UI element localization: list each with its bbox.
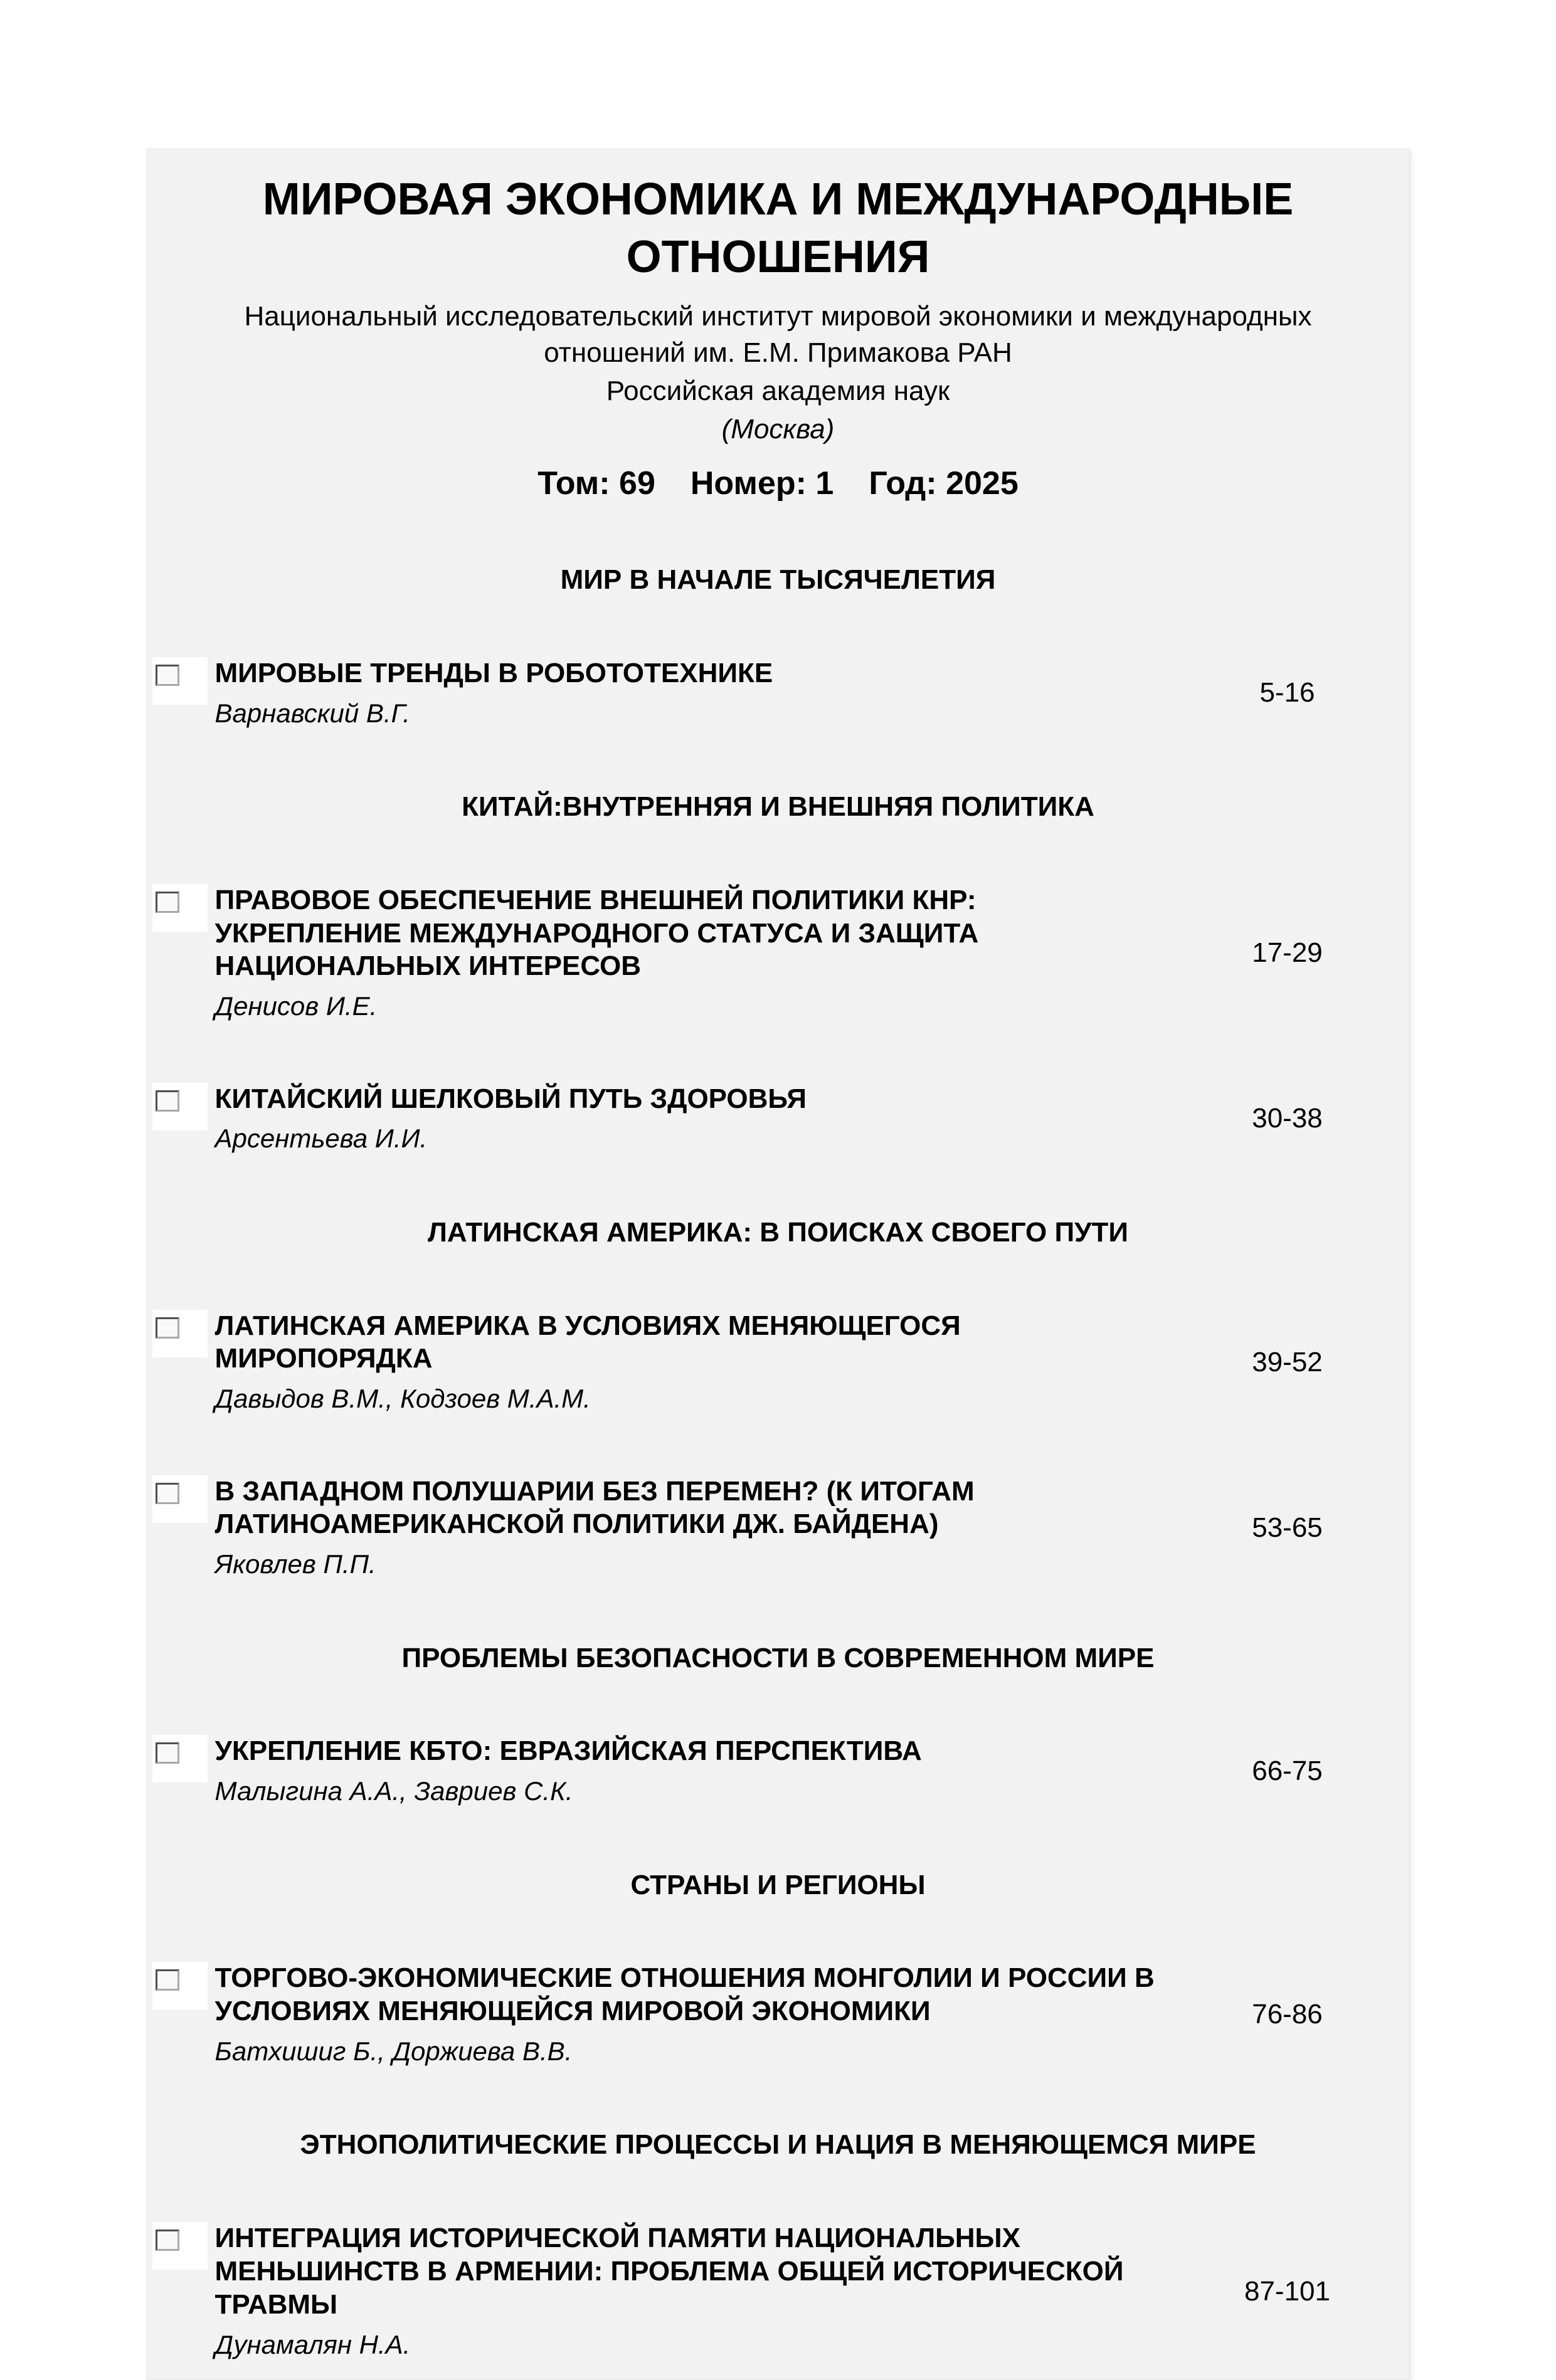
article-pages: 39-52 [1252, 1346, 1323, 1377]
article-pages: 76-86 [1252, 1999, 1323, 2030]
section-articles [152, 1735, 1404, 1807]
article-title[interactable]: В ЗАПАДНОМ ПОЛУШАРИИ БЕЗ ПЕРЕМЕН? (К ИТОГАМ ЛАТИНОАМЕРИКАНСКОЙ ПОЛИТИКИ ДЖ. БАЙДЕНА) [214, 1475, 975, 1540]
article-authors: Дунамалян Н.А. [214, 2329, 411, 2359]
article-main [215, 1475, 1156, 1581]
article-main [215, 1962, 1156, 2067]
checkbox-patch [152, 1735, 208, 1782]
toc-section [152, 2129, 1404, 2361]
section-articles [152, 1962, 1404, 2067]
article-checkbox-cell [152, 1962, 215, 2009]
article-title[interactable]: ИНТЕГРАЦИЯ ИСТОРИЧЕСКОЙ ПАМЯТИ НАЦИОНАЛЬНЫХ МЕНЬШИНСТВ В АРМЕНИИ: ПРОБЛЕМА ОБЩЕЙ ИСТОРИЧЕСКОЙ ТРАВМЫ [214, 2223, 1124, 2320]
article-checkbox-cell [152, 1475, 215, 1523]
article-title[interactable]: КИТАЙСКИЙ ШЕЛКОВЫЙ ПУТЬ ЗДОРОВЬЯ [214, 1083, 807, 1114]
issue-info [152, 465, 1404, 502]
article-checkbox-cell [152, 657, 215, 705]
article-authors: Варнавский В.Г. [214, 698, 410, 728]
checkbox-patch [152, 1310, 208, 1357]
table-of-contents [152, 564, 1404, 2361]
article-title[interactable]: УКРЕПЛЕНИЕ КБТО: ЕВРАЗИЙСКАЯ ПЕРСПЕКТИВА [214, 1735, 922, 1767]
section-header: МИР В НАЧАЛЕ ТЫСЯЧЕЛЕТИЯ [560, 564, 996, 596]
article-row [152, 1475, 1404, 1581]
checkbox-patch [152, 884, 208, 932]
checkbox-patch [152, 2222, 208, 2270]
article-main [215, 884, 1156, 1023]
article-checkbox[interactable] [156, 1483, 179, 1504]
section-articles [152, 1310, 1404, 1581]
checkbox-patch [152, 1962, 208, 2009]
year-label: Год: 2025 [869, 465, 1019, 502]
article-checkbox[interactable] [156, 1742, 179, 1764]
article-pages: 17-29 [1252, 937, 1323, 969]
article-checkbox[interactable] [156, 665, 179, 686]
article-authors: Батхишиг Б., Доржиева В.В. [214, 2036, 573, 2066]
article-authors: Яковлев П.П. [214, 1549, 376, 1579]
article-checkbox-cell [152, 1310, 215, 1357]
toc-section [152, 564, 1404, 729]
academy-name: Российская академия наук [606, 375, 950, 406]
city-label: (Москва) [721, 413, 835, 445]
article-checkbox[interactable] [156, 1969, 179, 1991]
section-header: КИТАЙ:ВНУТРЕННЯЯ И ВНЕШНЯЯ ПОЛИТИКА [462, 791, 1094, 823]
volume-label: Том: 69 [537, 465, 655, 502]
article-title[interactable]: ПРАВОВОЕ ОБЕСПЕЧЕНИЕ ВНЕШНЕЙ ПОЛИТИКИ КНР: УКРЕПЛЕНИЕ МЕЖДУНАРОДНОГО СТАТУСА И ЗАЩИТА НАЦИОНАЛЬНЫХ ИНТЕРЕСОВ [214, 884, 979, 982]
article-checkbox-cell [152, 884, 215, 932]
article-checkbox[interactable] [156, 1090, 179, 1112]
article-authors: Арсентьева И.И. [214, 1124, 428, 1154]
article-main [215, 2222, 1156, 2361]
article-row [152, 2222, 1404, 2361]
journal-title: МИРОВАЯ ЭКОНОМИКА И МЕЖДУНАРОДНЫЕ ОТНОШЕНИЯ [262, 174, 1294, 283]
article-pages: 30-38 [1252, 1103, 1323, 1134]
section-articles [152, 884, 1404, 1155]
toc-section [152, 1216, 1404, 1581]
article-checkbox[interactable] [156, 2230, 179, 2251]
article-authors: Денисов И.Е. [214, 991, 378, 1021]
article-checkbox-cell [152, 2222, 215, 2270]
article-title[interactable]: ЛАТИНСКАЯ АМЕРИКА В УСЛОВИЯХ МЕНЯЮЩЕГОСЯ МИРОПОРЯДКА [214, 1310, 961, 1374]
article-pages: 5-16 [1259, 677, 1315, 708]
article-checkbox[interactable] [156, 1317, 179, 1339]
article-title[interactable]: ТОРГОВО-ЭКОНОМИЧЕСКИЕ ОТНОШЕНИЯ МОНГОЛИИ И РОССИИ В УСЛОВИЯХ МЕНЯЮЩЕЙСЯ МИРОВОЙ ЭКОНОМИКИ [214, 1962, 1155, 2027]
checkbox-patch [152, 1083, 208, 1130]
article-checkbox-cell [152, 1083, 215, 1130]
article-checkbox-cell [152, 1735, 215, 1782]
article-pages: 53-65 [1252, 1512, 1323, 1543]
article-main [215, 657, 1156, 729]
toc-section [152, 791, 1404, 1155]
article-main [215, 1310, 1156, 1415]
journal-toc-card [147, 149, 1410, 2380]
article-row [152, 1735, 1404, 1807]
article-authors: Давыдов В.М., Кодзоев М.А.М. [214, 1384, 591, 1414]
article-checkbox[interactable] [156, 892, 179, 913]
checkbox-patch [152, 1475, 208, 1523]
number-label: Номер: 1 [690, 465, 834, 502]
article-row [152, 884, 1404, 1023]
article-row [152, 657, 1404, 729]
section-articles [152, 657, 1404, 729]
article-row [152, 1962, 1404, 2067]
section-header: ПРОБЛЕМЫ БЕЗОПАСНОСТИ В СОВРЕМЕННОМ МИРЕ [401, 1642, 1155, 1673]
section-header: ЭТНОПОЛИТИЧЕСКИЕ ПРОЦЕССЫ И НАЦИЯ В МЕНЯЮЩЕМСЯ МИРЕ [300, 2129, 1256, 2161]
toc-section [152, 1642, 1404, 1808]
article-main [215, 1735, 1156, 1807]
article-main [215, 1083, 1156, 1155]
checkbox-patch [152, 657, 208, 705]
toc-section [152, 1869, 1404, 2068]
article-authors: Малыгина А.А., Завриев С.К. [214, 1776, 573, 1806]
article-title[interactable]: МИРОВЫЕ ТРЕНДЫ В РОБОТОТЕХНИКЕ [214, 657, 773, 688]
article-row [152, 1083, 1404, 1155]
section-articles [152, 2222, 1404, 2361]
article-row [152, 1310, 1404, 1415]
institute-name: Национальный исследовательский институт мировой экономики и международных отношений им. Е.М. Примакова РАН [244, 301, 1312, 368]
article-pages: 66-75 [1252, 1755, 1323, 1786]
section-header: СТРАНЫ И РЕГИОНЫ [630, 1869, 926, 1900]
article-pages: 87-101 [1244, 2275, 1330, 2307]
section-header: ЛАТИНСКАЯ АМЕРИКА: В ПОИСКАХ СВОЕГО ПУТИ [427, 1216, 1129, 1248]
